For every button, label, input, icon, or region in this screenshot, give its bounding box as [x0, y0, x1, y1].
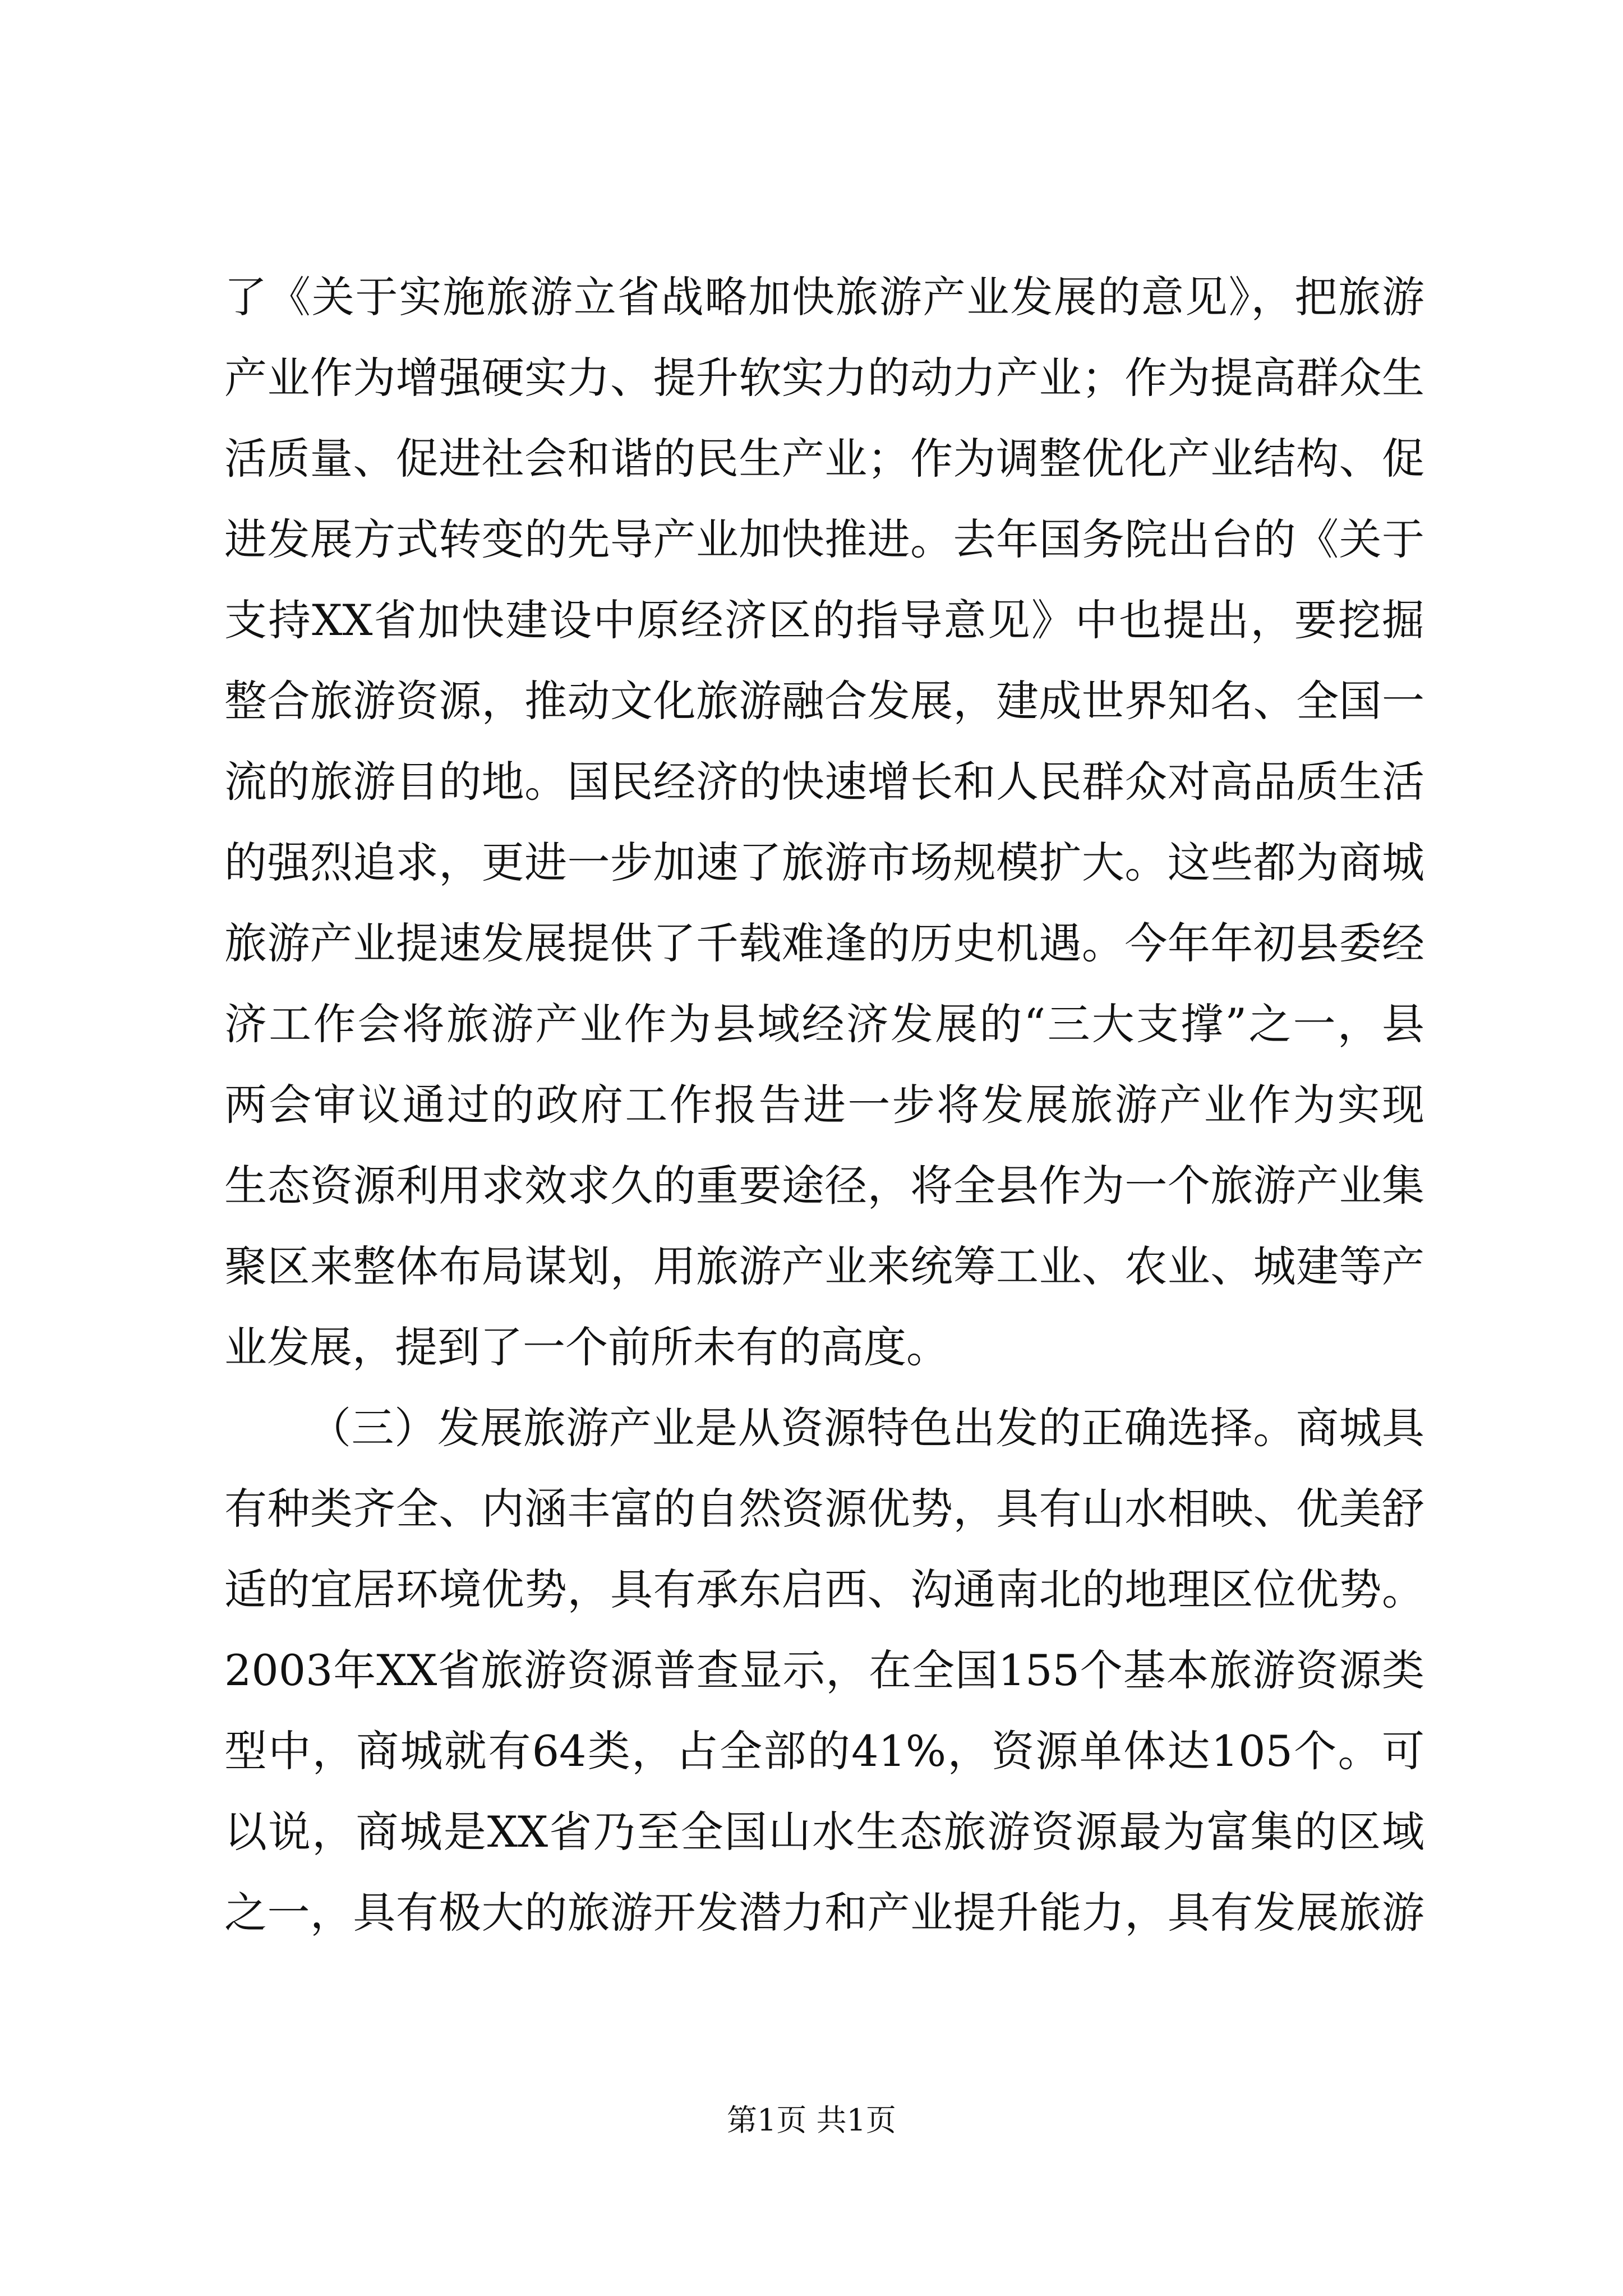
text-line: 两会审议通过的政府工作报告进一步将发展旅游产业作为实现	[224, 1080, 1424, 1130]
text-line: 整合旅游资源，推动文化旅游融合发展，建成世界知名、全国一	[224, 676, 1424, 726]
text-line: 了《关于实施旅游立省战略加快旅游产业发展的意见》，把旅游	[224, 272, 1424, 322]
text-line: 活质量、促进社会和谐的民生产业；作为调整优化产业结构、促	[224, 434, 1424, 484]
text-line: 聚区来整体布局谋划，用旅游产业来统筹工业、农业、城建等产	[224, 1241, 1424, 1291]
section-heading-line: （三）发展旅游产业是从资源特色出发的正确选择。商城具	[308, 1403, 1424, 1453]
paragraph-end-line: 业发展，提到了一个前所未有的高度。	[224, 1322, 949, 1372]
text-line: 旅游产业提速发展提供了千载难逢的历史机遇。今年年初县委经	[224, 918, 1424, 968]
text-line: 之一，具有极大的旅游开发潜力和产业提升能力，具有发展旅游	[224, 1888, 1424, 1938]
page-number-footer: 第1页 共1页	[727, 2102, 896, 2138]
text-line: 适的宜居环境优势，具有承东启西、沟通南北的地理区位优势。	[224, 1565, 1424, 1614]
text-line: 的强烈追求，更进一步加速了旅游市场规模扩大。这些都为商城	[224, 838, 1424, 887]
text-line: 产业作为增强硬实力、提升软实力的动力产业；作为提高群众生	[224, 353, 1424, 403]
text-line: 流的旅游目的地。国民经济的快速增长和人民群众对高品质生活	[224, 757, 1424, 807]
text-line: 生态资源利用求效求久的重要途径，将全县作为一个旅游产业集	[224, 1161, 1424, 1211]
text-line: 型中，商城就有64类，占全部的41%，资源单体达105个。可	[224, 1726, 1424, 1776]
text-line: 支持XX省加快建设中原经济区的指导意见》中也提出，要挖掘	[224, 595, 1424, 645]
body-text	[224, 257, 1424, 1953]
text-line: 进发展方式转变的先导产业加快推进。去年国务院出台的《关于	[224, 514, 1424, 564]
text-line: 有种类齐全、内涵丰富的自然资源优势，具有山水相映、优美舒	[224, 1484, 1424, 1534]
text-line: 2003年XX省旅游资源普查显示，在全国155个基本旅游资源类	[224, 1645, 1424, 1695]
text-line: 以说，商城是XX省乃至全国山水生态旅游资源最为富集的区域	[224, 1807, 1424, 1857]
text-line: 济工作会将旅游产业作为县域经济发展的“三大支撑”之一，县	[224, 999, 1424, 1049]
